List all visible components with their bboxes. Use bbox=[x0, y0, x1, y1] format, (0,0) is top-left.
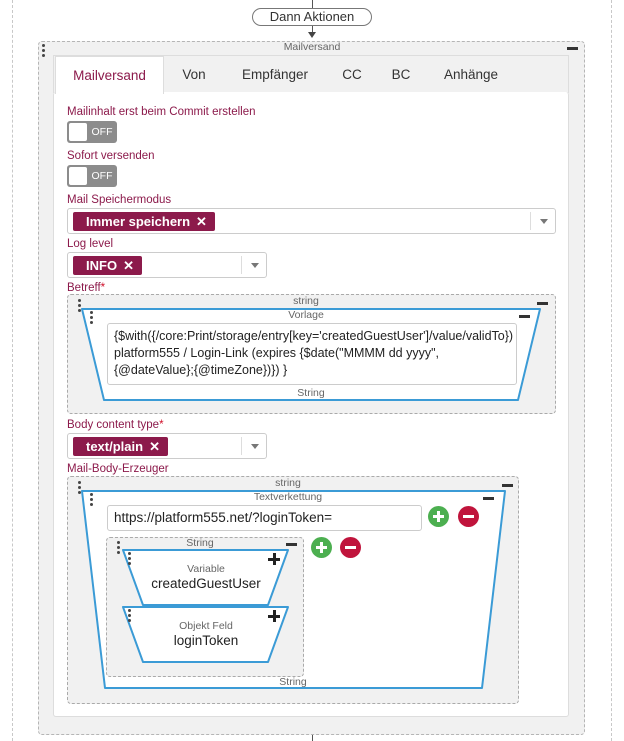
collapse-icon[interactable] bbox=[502, 484, 513, 487]
chevron-down-icon[interactable] bbox=[530, 212, 555, 230]
toggle-state: OFF bbox=[91, 126, 113, 138]
container-title: Mailversand bbox=[283, 41, 341, 53]
remove-tag-icon[interactable]: ✕ bbox=[196, 214, 207, 229]
betreff-label-text: Betreff bbox=[67, 282, 101, 294]
collapse-icon[interactable] bbox=[567, 47, 578, 50]
tag-label: Immer speichern bbox=[86, 214, 191, 229]
chevron-down-icon[interactable] bbox=[241, 256, 266, 274]
drag-handle-icon[interactable] bbox=[90, 311, 94, 326]
tag-label: INFO bbox=[86, 258, 118, 273]
string-type-label: string bbox=[293, 295, 319, 307]
drag-handle-icon[interactable] bbox=[90, 493, 94, 508]
sofort-versenden-label: Sofort versenden bbox=[67, 150, 155, 162]
add-button[interactable] bbox=[311, 537, 332, 558]
bodytype-label-text: Body content type bbox=[67, 419, 160, 431]
speichermodus-tag[interactable] bbox=[73, 212, 215, 231]
left-rail bbox=[12, 0, 13, 741]
bodytype-label bbox=[67, 419, 164, 431]
tag-label: text/plain bbox=[86, 439, 144, 454]
variable-value: createdGuestUser bbox=[151, 576, 261, 591]
tab-bc[interactable]: BC bbox=[391, 67, 411, 82]
vorlage-textarea[interactable]: {$with({/core:Print/storage/entry[key='createdGuestUser']/value/validTo}) platform555 / Login-Link (expires {$date("MMMM dd yyyy",{@dateValue};{@timeZone})}) } bbox=[107, 323, 517, 385]
speichermodus-label: Mail Speichermodus bbox=[67, 194, 172, 206]
inner-string-label: String bbox=[186, 537, 214, 549]
dann-aktionen-button[interactable]: Dann Aktionen bbox=[252, 8, 372, 26]
remove-button[interactable] bbox=[340, 537, 361, 558]
arrow-down-icon bbox=[308, 32, 316, 38]
collapse-icon[interactable] bbox=[537, 302, 548, 305]
add-icon[interactable] bbox=[268, 610, 280, 622]
sofort-versenden-toggle[interactable] bbox=[67, 165, 117, 187]
loglevel-tag[interactable] bbox=[73, 256, 142, 275]
right-rail bbox=[611, 0, 612, 741]
connector-line-top bbox=[312, 0, 313, 8]
toggle-state: OFF bbox=[91, 170, 113, 182]
string-type-label: string bbox=[275, 477, 301, 489]
loglevel-label: Log level bbox=[67, 238, 114, 250]
required-marker: * bbox=[159, 419, 164, 431]
mailinhalt-label: Mailinhalt erst beim Commit erstellen bbox=[67, 106, 256, 118]
speichermodus-select[interactable] bbox=[67, 208, 556, 234]
variable-title: Variable bbox=[187, 563, 225, 575]
textverkettung-title: Textverkettung bbox=[253, 491, 323, 503]
connector-line-bottom bbox=[312, 735, 313, 741]
required-marker: * bbox=[100, 282, 106, 294]
remove-tag-icon[interactable]: ✕ bbox=[123, 258, 134, 273]
vorlage-title: Vorlage bbox=[288, 309, 324, 321]
mailbody-label: Mail-Body-Erzeuger bbox=[67, 463, 169, 475]
toggle-knob bbox=[69, 123, 87, 141]
bodytype-tag[interactable] bbox=[73, 437, 168, 456]
remove-tag-icon[interactable]: ✕ bbox=[149, 439, 160, 454]
mailinhalt-toggle[interactable] bbox=[67, 121, 117, 143]
drag-handle-icon[interactable] bbox=[128, 609, 132, 624]
add-button[interactable] bbox=[428, 506, 449, 527]
tab-von[interactable]: Von bbox=[182, 67, 206, 82]
tab-cc[interactable]: CC bbox=[342, 67, 362, 82]
objekt-feld-value: loginToken bbox=[173, 633, 239, 648]
remove-button[interactable] bbox=[458, 506, 479, 527]
objekt-feld-title: Objekt Feld bbox=[179, 620, 233, 632]
url-textarea[interactable]: https://platform555.net/?loginToken= bbox=[107, 505, 422, 531]
betreff-label bbox=[67, 282, 105, 294]
collapse-icon[interactable] bbox=[519, 315, 530, 318]
tab-empfaenger[interactable]: Empfänger bbox=[241, 67, 309, 82]
collapse-icon[interactable] bbox=[286, 543, 297, 546]
loglevel-select[interactable] bbox=[67, 252, 267, 278]
string-output-label: String bbox=[297, 387, 325, 399]
bodytype-select[interactable] bbox=[67, 433, 267, 459]
tab-anhaenge[interactable]: Anhänge bbox=[443, 67, 499, 82]
chevron-down-icon[interactable] bbox=[241, 437, 266, 455]
tab-mailversand[interactable]: Mailversand bbox=[55, 56, 164, 94]
toggle-knob bbox=[69, 167, 87, 185]
add-icon[interactable] bbox=[268, 553, 280, 565]
string-output-label: String bbox=[279, 676, 307, 688]
drag-handle-icon[interactable] bbox=[128, 552, 132, 567]
collapse-icon[interactable] bbox=[483, 497, 494, 500]
drag-handle-icon[interactable] bbox=[42, 44, 46, 59]
